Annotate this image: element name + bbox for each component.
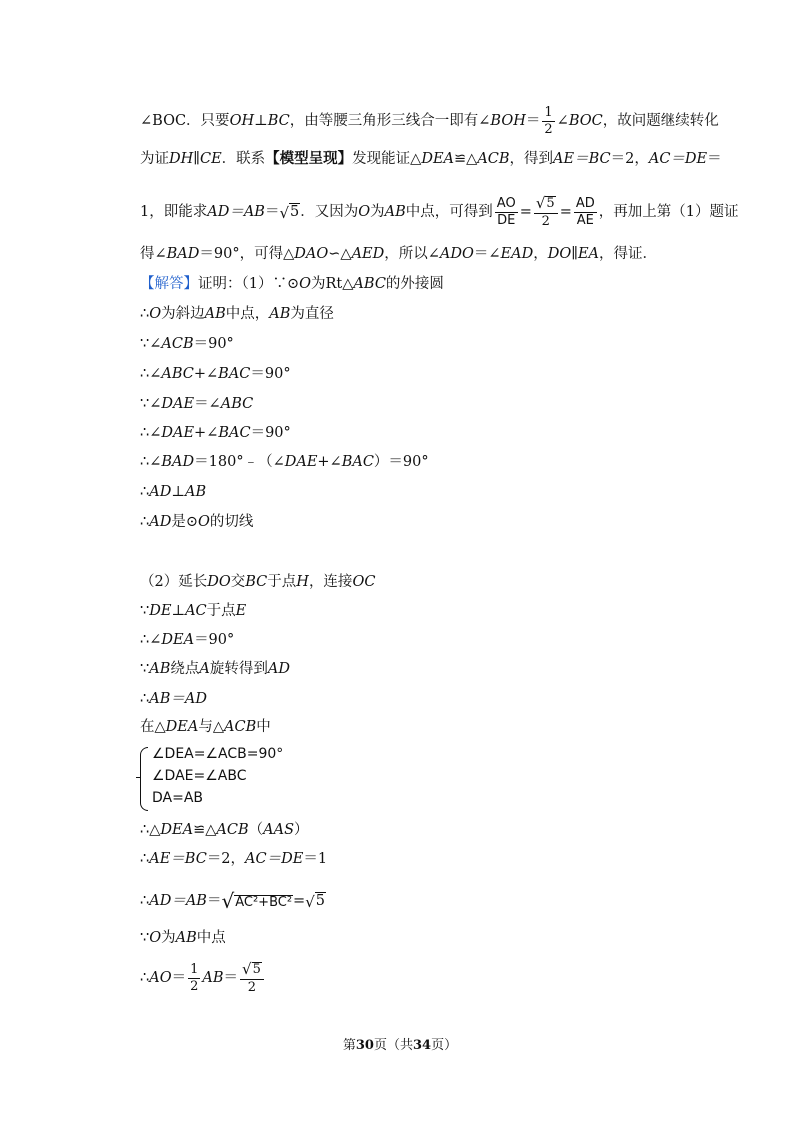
math: AE＝BC	[553, 151, 611, 167]
proof-line-9: ∵∠ DAE ＝∠ ABC	[140, 396, 254, 412]
text: ，	[533, 246, 548, 262]
math: AC＝DE	[648, 151, 708, 167]
text: ≌△	[454, 151, 478, 167]
fraction-ao-de: $\frac{AO}{DE}$	[496, 196, 516, 228]
text: ＝2，	[610, 151, 649, 167]
answer-heading-line	[140, 277, 444, 292]
math: O	[358, 204, 371, 221]
proof-line-10: ∴∠ DAE+∠BAC ＝90°	[140, 425, 291, 441]
math: ACB	[477, 151, 510, 167]
text: ．联系	[221, 151, 266, 167]
fraction-ad-ae: $\frac{AD}{AE}$	[575, 196, 595, 228]
page-number: 30	[355, 1038, 374, 1053]
text: 为	[370, 204, 385, 221]
math: ABC	[353, 276, 386, 292]
text: ＝	[707, 151, 722, 167]
text: 的外接圆	[385, 276, 444, 292]
model-reference: 【模型呈现】	[265, 150, 353, 167]
math: DEA	[421, 151, 454, 167]
page-footer: 第30页（共34页）	[342, 1038, 458, 1053]
text: 1，即能求	[140, 204, 208, 221]
text: ，所以∠	[384, 246, 440, 262]
text: ＝∠	[473, 246, 501, 262]
left-brace	[140, 747, 148, 811]
math: DAO	[294, 246, 329, 262]
proof-line-12: ∴ AD⊥AB	[140, 484, 207, 500]
fraction-half: $\frac{1}{2}$	[190, 962, 199, 994]
text: ，故问题继续转化	[602, 112, 719, 129]
text: 得∠	[140, 246, 167, 262]
proof-line-16: ∴∠ DEA ＝90°	[140, 632, 235, 648]
proof-line-8: ∴∠ ABC+∠BAC ＝90°	[140, 366, 291, 382]
math: BOH	[490, 112, 526, 129]
fraction-half: $\frac{1}{2}$	[544, 105, 553, 137]
proof-line-7: ∵∠ ACB ＝90°	[140, 336, 234, 352]
text: =	[519, 204, 532, 221]
condition-2: ∠DAE=∠ABC	[152, 768, 247, 784]
proof-line-13: ∴ AD 是⊙ O 的切线	[140, 514, 254, 530]
text: 为Rt△	[311, 276, 354, 292]
text: ，得证．	[599, 246, 658, 262]
proof-line-18: ∴ AB＝AD	[140, 691, 207, 707]
math: AB	[384, 204, 406, 221]
proof-line-23: ∵ O 为 AB 中点	[140, 930, 226, 946]
math: ADO	[439, 246, 474, 262]
math: EAD	[500, 246, 534, 262]
text: 中点，可得到	[405, 204, 493, 221]
fraction-sqrt5-2: √ 5 2	[240, 962, 264, 995]
condition-1: ∠DEA=∠ACB=90°	[152, 746, 284, 762]
math: AD＝AB	[207, 204, 265, 221]
text: ，由等腰三角形三线合一即有∠	[289, 112, 491, 129]
text: ，得到	[509, 151, 554, 167]
text: ∽△	[328, 246, 352, 262]
text: ＝	[525, 112, 541, 129]
text: ．又因为	[300, 204, 359, 221]
text: ∠BOC．只要	[140, 112, 230, 129]
proof-line-21: ∴ AE＝BC ＝2， AC＝DE ＝1	[140, 851, 328, 867]
sqrt-sum-squares: √ AC²+BC²	[221, 889, 293, 913]
math: O	[299, 276, 312, 292]
math: DH∥CE	[169, 151, 222, 167]
text: ，再加上第（1）题证	[598, 204, 739, 221]
proof-line-17: ∵ AB 绕点 A 旋转得到 AD	[140, 661, 290, 677]
analysis-line-2	[140, 152, 722, 167]
proof-line-6: ∴ O 为斜边 AB 中点， AB 为直径	[140, 306, 334, 322]
text: =	[559, 204, 572, 221]
math: AED	[351, 246, 385, 262]
math: BOC	[568, 112, 603, 129]
sqrt-5: √ 5	[279, 204, 300, 223]
text: ＝90°，可得△	[199, 246, 295, 262]
condition-3: DA=AB	[152, 790, 204, 806]
proof-part2-line-14: （2）延长 DO 交 BC 于点 H ，连接 OC	[140, 574, 376, 590]
fraction-sqrt5-2: √ 5 2	[534, 196, 558, 229]
sqrt-5: √ 5	[305, 892, 325, 911]
proof-line-22: ∴ AD＝AB ＝ √ AC²+BC² = √ 5	[140, 889, 325, 913]
proof-line-24: ∴ AO ＝ $\frac{1}{2}$ AB ＝ √ 5 2	[140, 962, 266, 995]
congruence-conditions	[140, 745, 283, 811]
analysis-line-1	[140, 106, 719, 136]
total-pages: 34	[413, 1038, 432, 1053]
proof-line-11: ∴∠ BAD ＝180°﹣（∠ DAE+∠BAC ）＝90°	[140, 454, 429, 470]
text: 证明：（1）∵⊙	[198, 276, 300, 292]
text: ＝	[264, 204, 280, 221]
analysis-line-4	[140, 247, 657, 262]
math: DO∥EA	[547, 246, 600, 262]
proof-line-15: ∵ DE⊥AC 于点 E	[140, 603, 247, 619]
proof-line-20: ∴△ DEA ≌△ ACB （ AAS ）	[140, 822, 309, 838]
proof-line-19: 在△ DEA 与△ ACB 中	[140, 719, 271, 735]
math: BAD	[166, 246, 200, 262]
math: OH⊥BC	[229, 112, 290, 129]
text: 为证	[140, 151, 169, 167]
answer-tag: 【解答】	[140, 276, 198, 292]
text: 发现能证△	[352, 151, 422, 167]
analysis-line-3	[140, 196, 739, 229]
text: ∠	[556, 112, 569, 129]
